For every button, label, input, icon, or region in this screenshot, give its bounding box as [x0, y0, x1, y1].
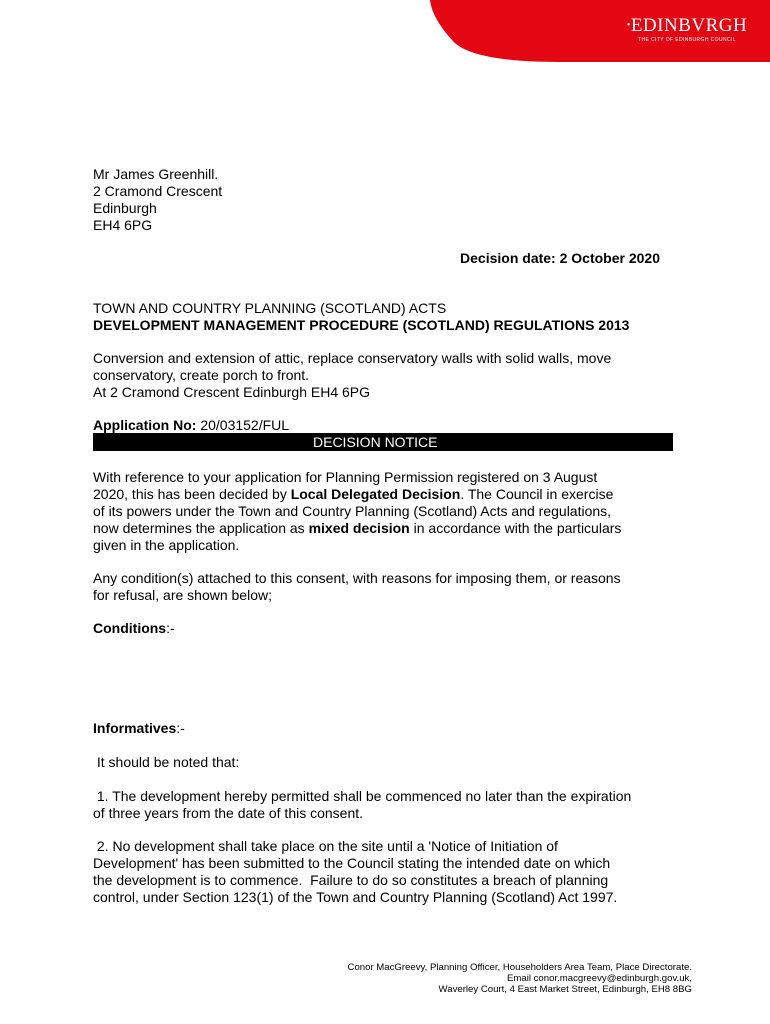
reference-text: in accordance with the particulars [409, 520, 622, 536]
reference-line [93, 520, 693, 537]
conditions-heading [93, 620, 693, 637]
conditions-label: Conditions [93, 620, 167, 636]
reference-text: . The Council in exercise [460, 486, 614, 502]
logo-name: EDINBVRGH [630, 15, 748, 36]
informative-line: the development is to commence. Failure to do so constitutes a breach of planning [93, 872, 609, 888]
address-line: Mr James Greenhill. [93, 166, 219, 182]
footer-line: Waverley Court, 4 East Market Street, Edinburgh, EH8 8BG [438, 984, 692, 995]
informative-line: of three years from the date of this consent. [93, 805, 364, 821]
informative-line: control, under Section 123(1) of the Town and Country Planning (Scotland) Act 1997. [93, 889, 618, 905]
informative-item-2 [93, 838, 693, 906]
application-number-row [93, 417, 693, 434]
reference-line: given in the application. [93, 537, 240, 553]
reference-line: of its powers under the Town and Country Planning (Scotland) Acts and regulations, [93, 503, 612, 519]
proposal-line: Conversion and extension of attic, replace conservatory walls with solid walls, move [93, 350, 612, 366]
informative-line: 1. The development hereby permitted shall be commenced no later than the expiration [93, 788, 632, 804]
conditions-suffix: :- [166, 620, 175, 636]
conditions-intro-line: Any condition(s) attached to this consent, with reasons for imposing them, or reasons [93, 570, 621, 586]
informatives-suffix: :- [176, 720, 185, 736]
address-line: Edinburgh [93, 200, 157, 216]
decision-outcome: mixed decision [308, 520, 410, 536]
decision-type: Local Delegated Decision [290, 486, 461, 502]
reference-text: now determines the application as [93, 520, 309, 536]
informative-line: 2. No development shall take place on the site until a 'Notice of Initiation of [93, 838, 558, 854]
acts-line-bold: DEVELOPMENT MANAGEMENT PROCEDURE (SCOTLAND) REGULATIONS 2013 [93, 317, 630, 333]
reference-paragraph [93, 469, 693, 554]
informative-item-1 [93, 788, 693, 822]
address-line: EH4 6PG [93, 217, 153, 233]
logo-subtitle: THE CITY OF EDINBURGH COUNCIL [638, 37, 736, 43]
proposal-line: conservatory, create porch to front. [93, 367, 310, 383]
footer-email: Email conor.macgreevy@edinburgh.gov.uk, [506, 973, 692, 984]
footer-signature [250, 962, 692, 995]
acts-heading [93, 300, 693, 334]
reference-line [93, 486, 693, 503]
application-number: 20/03152/FUL [200, 417, 290, 433]
conditions-intro-line: for refusal, are shown below; [93, 587, 272, 603]
proposal-line: At 2 Cramond Crescent Edinburgh EH4 6PG [93, 384, 371, 400]
conditions-intro [93, 570, 693, 604]
decision-notice-title: DECISION NOTICE [313, 434, 438, 450]
acts-line: TOWN AND COUNTRY PLANNING (SCOTLAND) ACTS [93, 300, 447, 316]
council-logo [612, 16, 762, 44]
informative-line: Development' has been submitted to the Council stating the intended date on which [93, 855, 611, 871]
decision-notice-bar [93, 433, 673, 451]
footer-line: Conor MacGreevy, Planning Officer, Householders Area Team, Place Directorate. [347, 962, 692, 973]
informatives-intro: It should be noted that: [93, 754, 240, 770]
reference-line: With reference to your application for Planning Permission registered on 3 August [93, 469, 598, 485]
address-line: 2 Cramond Crescent [93, 183, 223, 199]
proposal-description [93, 350, 693, 401]
logo-dot-icon: • [626, 20, 631, 31]
reference-text: 2020, this has been decided by [93, 486, 291, 502]
recipient-address [93, 166, 693, 234]
informatives-label: Informatives [93, 720, 177, 736]
application-label: Application No: [93, 417, 197, 433]
informatives-heading [93, 720, 693, 737]
decision-date: Decision date: 2 October 2020 [460, 250, 660, 266]
